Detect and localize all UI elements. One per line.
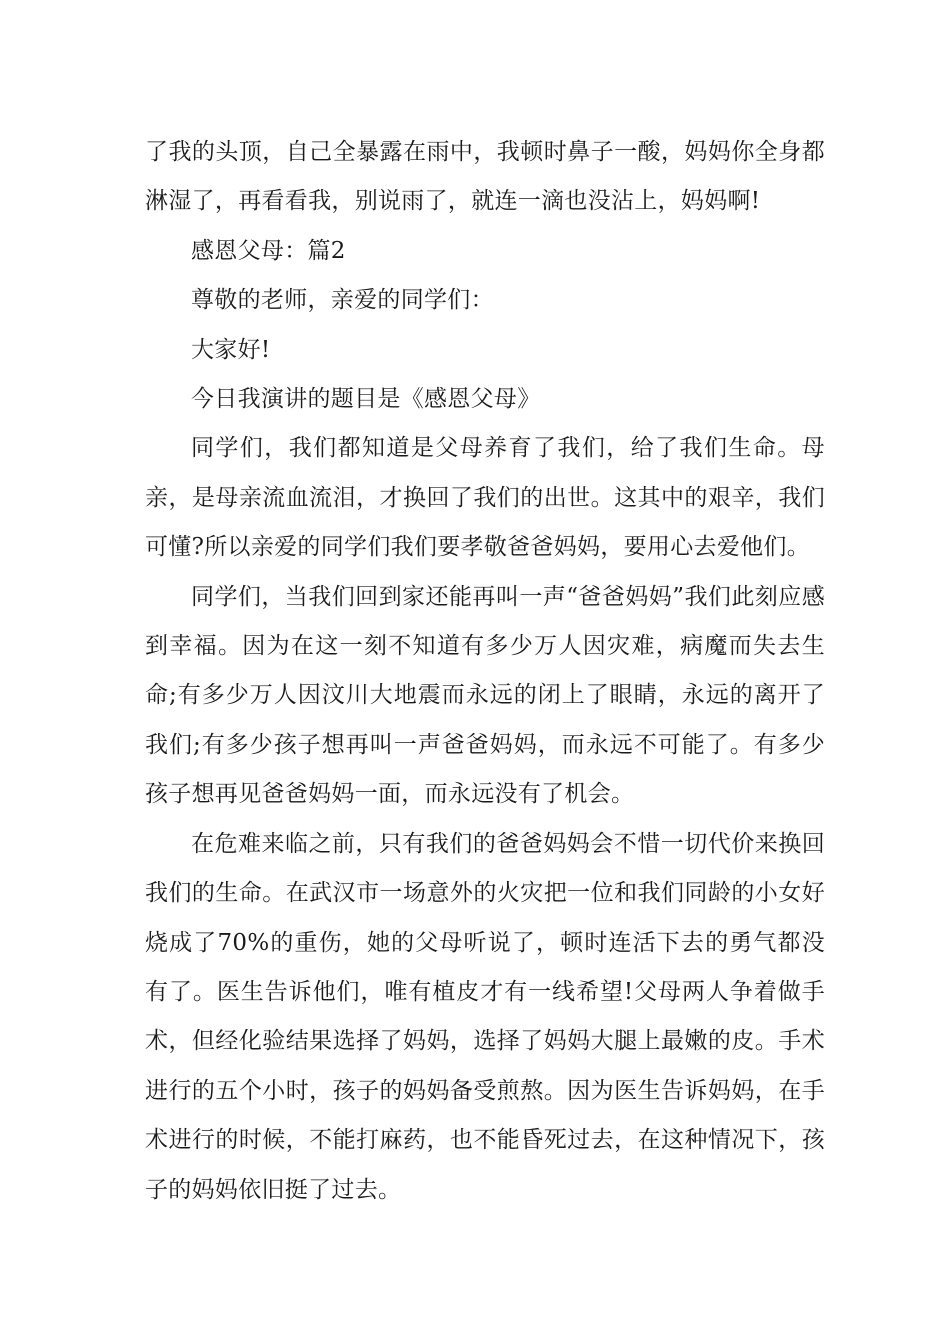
document-body — [145, 128, 825, 1215]
salutation: 尊敬的老师，亲爱的同学们： — [191, 287, 494, 314]
greeting: 大家好! — [191, 336, 271, 363]
paragraph: 同学们，当我们回到家还能再叫一声“爸爸妈妈”我们此刻应感到幸福。因为在这一刻不知道有多少万人因灾难，病魔而失去生命;有多少万人因汶川大地震而永远的闭上了眼睛，永远的离开了我们;有多少孩子想再叫一声爸爸妈妈，而永远不可能了。有多少孩子想再见爸爸妈妈一面，而永远没有了机会。 — [145, 583, 825, 808]
section-heading: 感恩父母：篇2 — [191, 237, 346, 264]
speech-topic: 今日我演讲的题目是《感恩父母》 — [191, 386, 541, 413]
paragraph: 同学们，我们都知道是父母养育了我们，给了我们生命。母亲，是母亲流血流泪，才换回了我们的出世。这其中的艰辛，我们可懂?所以亲爱的同学们我们要孝敬爸爸妈妈，要用心去爱他们。 — [145, 435, 825, 561]
paragraph: 在危难来临之前，只有我们的爸爸妈妈会不惜一切代价来换回我们的生命。在武汉市一场意外的火灾把一位和我们同龄的小女好烧成了70%的重伤，她的父母听说了，顿时连活下去的勇气都没有了。医生告诉他们，唯有植皮才有一线希望!父母两人争着做手术，但经化验结果选择了妈妈，选择了妈妈大腿上最嫩的皮。手术进行的五个小时，孩子的妈妈备受煎熬。因为医生告诉妈妈，在手术进行的时候，不能打麻药，也不能昏死过去，在这种情况下，孩子的妈妈依旧挺了过去。 — [145, 830, 825, 1203]
paragraph-continued: 了我的头顶，自己全暴露在雨中，我顿时鼻子一酸，妈妈你全身都淋湿了，再看看我，别说雨了，就连一滴也没沾上，妈妈啊! — [145, 139, 825, 215]
